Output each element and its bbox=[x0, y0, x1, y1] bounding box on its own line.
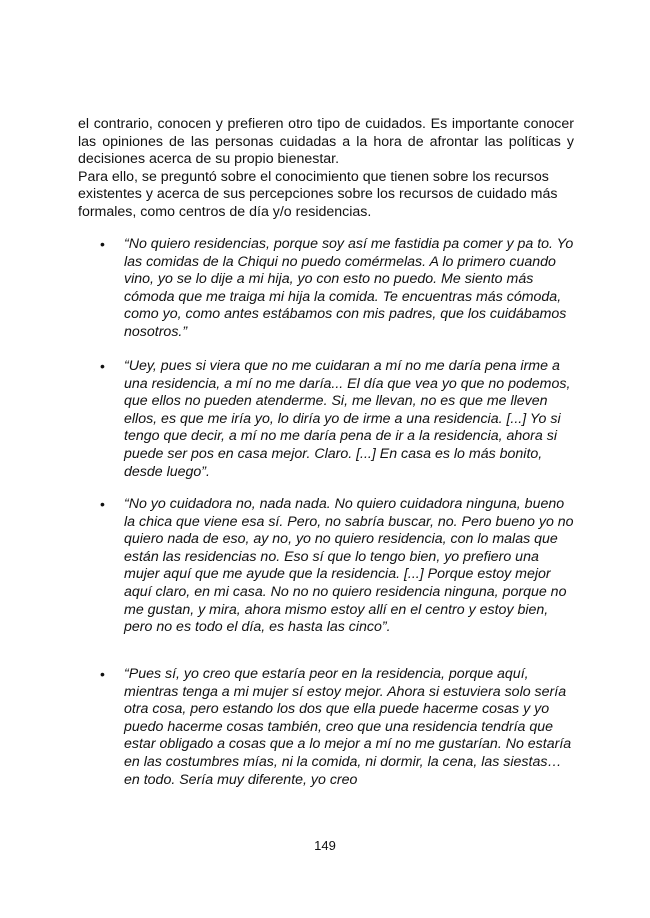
bullet-icon: • bbox=[100, 496, 105, 512]
bullet-icon: • bbox=[100, 358, 105, 374]
quote-item-4 bbox=[100, 666, 574, 789]
bullet-icon: • bbox=[100, 666, 105, 682]
quote-item-3 bbox=[100, 496, 574, 637]
intro-paragraph-1: el contrario, conocen y prefieren otro tipo de cuidados. Es importante conocer las opiniones de las personas cuidadas a la hora de afrontar las políticas y decisiones acerca de su propio bienestar. bbox=[78, 116, 574, 168]
intro-text bbox=[78, 116, 574, 222]
bullet-icon: • bbox=[100, 236, 105, 252]
quote-item-2 bbox=[100, 358, 574, 481]
quote-text-3: “No yo cuidadora no, nada nada. No quiero cuidadora ninguna, bueno la chica que viene esa sí. Pero, no sabría buscar, no. Pero bueno yo no quiero nada de eso, ay no, yo no quiero residencia, con lo malas que están las residencias no. Eso sí que lo tengo bien, yo prefiero una mujer aquí que me ayude que la residencia. [...] Porque estoy mejor aquí claro, en mi casa. No no no quiero residencia ninguna, porque no me gustan, y mira, ahora mismo estoy allí en el centro y estoy bien, pero no es todo el día, es hasta las cinco”. bbox=[124, 496, 574, 636]
page-number: 149 bbox=[314, 838, 336, 853]
quote-text-4: “Pues sí, yo creo que estaría peor en la residencia, porque aquí, mientras tenga a mi mujer sí estoy mejor. Ahora si estuviera solo sería otra cosa, pero estando los dos que ella puede hacerme cosas y yo puedo hacerme cosas también, creo que una residencia tendría que estar obligado a cosas que a lo mejor a mí no me gustarían. No estaría en las costumbres mías, ni la comida, ni dormir, la cena, las siestas… en todo. Sería muy diferente, yo creo bbox=[124, 666, 572, 788]
intro-paragraph-2: Para ello, se preguntó sobre el conocimiento que tienen sobre los recursos existentes y acerca de sus percepciones sobre los recursos de cuidado más formales, como centros de día y/o residencias. bbox=[78, 168, 558, 220]
quote-item-1 bbox=[100, 236, 574, 342]
quote-text-2: “Uey, pues si viera que no me cuidaran a mí no me daría pena irme a una residencia, a mí no me daría... El día que vea yo que no podemos, que ellos no pueden atenderme. Si, me llevan, no es que me lleven ellos, es que me iría yo, lo diría yo de irme a una residencia. [...] Yo si tengo que decir, a mí no me daría pena de ir a la residencia, ahora si puede ser pos en casa mejor. Claro. [...] En casa es lo más bonito, desde luego”. bbox=[124, 358, 571, 480]
quote-text-1: “No quiero residencias, porque soy así me fastidia pa comer y pa to. Yo las comidas de la Chiqui no puedo comérmelas. A lo primero cuando vino, yo se lo dije a mi hija, yo con esto no puedo. Me siento más cómoda que me traiga mi hija la comida. Te encuentras más cómoda, como yo, como antes estábamos con mis padres, que los cuidábamos nosotros.” bbox=[124, 236, 574, 340]
